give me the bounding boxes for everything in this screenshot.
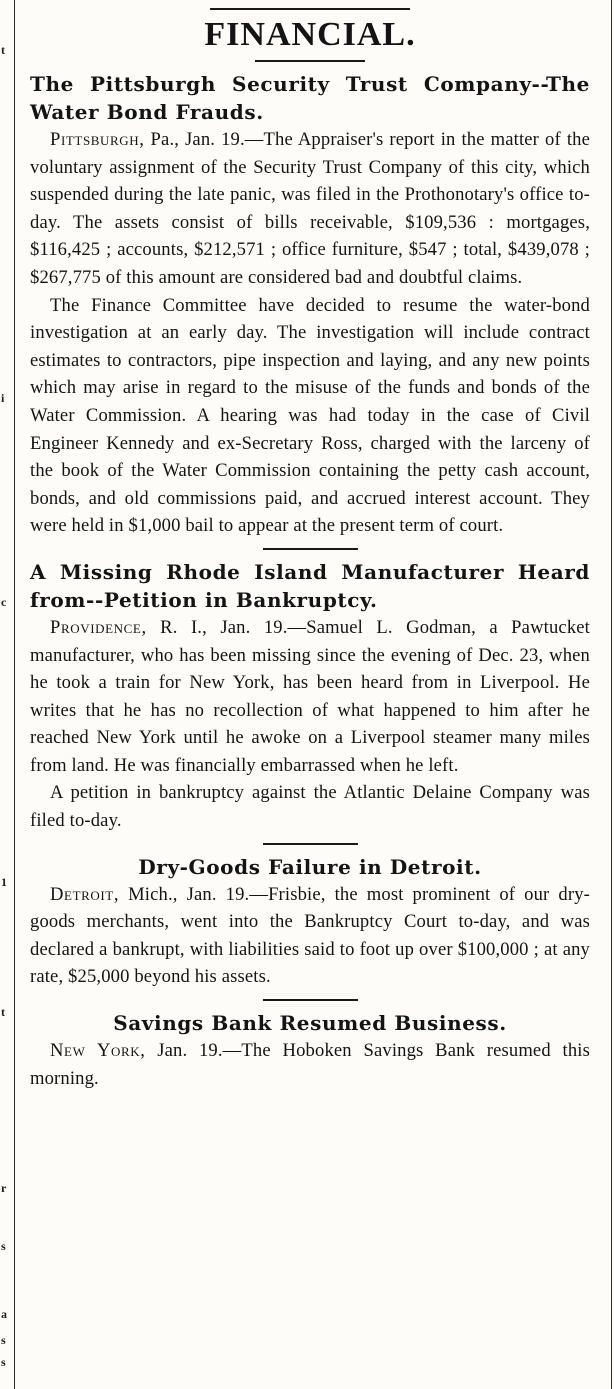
newspaper-column <box>30 0 590 1092</box>
article-new-york <box>30 1009 590 1092</box>
dateline: Providence, <box>50 616 147 638</box>
article-title: The Pittsburgh Security Trust Company--The Water Bond Frauds. <box>30 72 590 124</box>
margin-fragment: i <box>1 391 5 405</box>
article-paragraph: Pittsburgh, Pa., Jan. 19.—The Appraiser's report in the matter of the voluntary assignment of the Security Trust Company of this city, which suspended during the late panic, was filed in the Prothonotary's office to-day. The assets consist of bills receivable, $109,536 : mortgages, $116,425 ; accounts, $212,571 ; office furniture, $547 ; total, $439,078 ; $267,775 of this amount are considered bad and doubtful claims. <box>30 129 590 288</box>
left-column-border <box>0 0 15 1389</box>
dateline: New York, <box>50 1040 146 1062</box>
margin-fragment: a <box>1 1307 7 1321</box>
dateline: Detroit, <box>50 883 120 905</box>
margin-fragment: s <box>1 1355 6 1369</box>
article-paragraph: New York, Jan. 19.—The Hoboken Savings Bank resumed this morning. <box>30 1040 590 1089</box>
article-divider <box>263 843 358 845</box>
article-providence <box>30 558 590 835</box>
section-heading: FINANCIAL. <box>204 16 416 53</box>
article-pittsburgh <box>30 70 590 540</box>
heading-rule <box>255 60 365 62</box>
margin-fragment: r <box>1 1181 7 1195</box>
margin-fragment: s <box>1 1333 6 1347</box>
dateline: Pittsburgh, <box>50 129 145 150</box>
article-title: A Missing Rhode Island Manufacturer Heard from--Petition in Bankruptcy. <box>30 559 590 612</box>
article-paragraph: The Finance Committee have decided to resume the water-bond investigation at an early day. The investigation will include contract estimates to contractors, pipe inspection and laying, and any new points which may arise in regard to the misuse of the funds and bonds of the Water Commission. A hearing was had today in the case of Civil Engineer Kennedy and ex-Secretary Ross, charged with the larceny of the book of the Water Commission containing the petty cash account, bonds, and old commissions paid, and accrued interest account. They were held in $1,000 bail to appear at the present term of court. <box>30 294 590 537</box>
article-paragraph: Providence, R. I., Jan. 19.—Samuel L. Godman, a Pawtucket manufacturer, who has been missing since the evening of Dec. 23, when he took a train for New York, has been heard from in Liverpool. He writes that he has no recollection of what happened to him after he reached New York until he awoke on a Liverpool steamer many miles from land. He was financially embarrassed when he left. <box>30 616 590 776</box>
margin-fragment: t <box>1 43 5 57</box>
article-paragraph: A petition in bankruptcy against the Atlantic Delaine Company was filed to-day. <box>30 782 590 832</box>
article-title: Savings Bank Resumed Business. <box>113 1011 507 1036</box>
margin-fragment: 1 <box>1 875 7 889</box>
article-title: Dry-Goods Failure in Detroit. <box>138 854 482 879</box>
margin-fragment: s <box>1 1239 6 1253</box>
article-paragraph: Detroit, Mich., Jan. 19.—Frisbie, the most prominent of our dry-goods merchants, went into the Bankruptcy Court to-day, and was declared a bankrupt, with liabilities said to foot up over $100,000 ; at any rate, $25,000 beyond his assets. <box>30 883 590 988</box>
right-column-border <box>611 0 613 1389</box>
article-detroit <box>30 853 590 991</box>
margin-fragment: t <box>1 1005 5 1019</box>
margin-fragment: c <box>1 595 7 609</box>
article-divider <box>263 999 358 1001</box>
article-divider <box>263 548 358 550</box>
top-rule <box>210 0 410 10</box>
